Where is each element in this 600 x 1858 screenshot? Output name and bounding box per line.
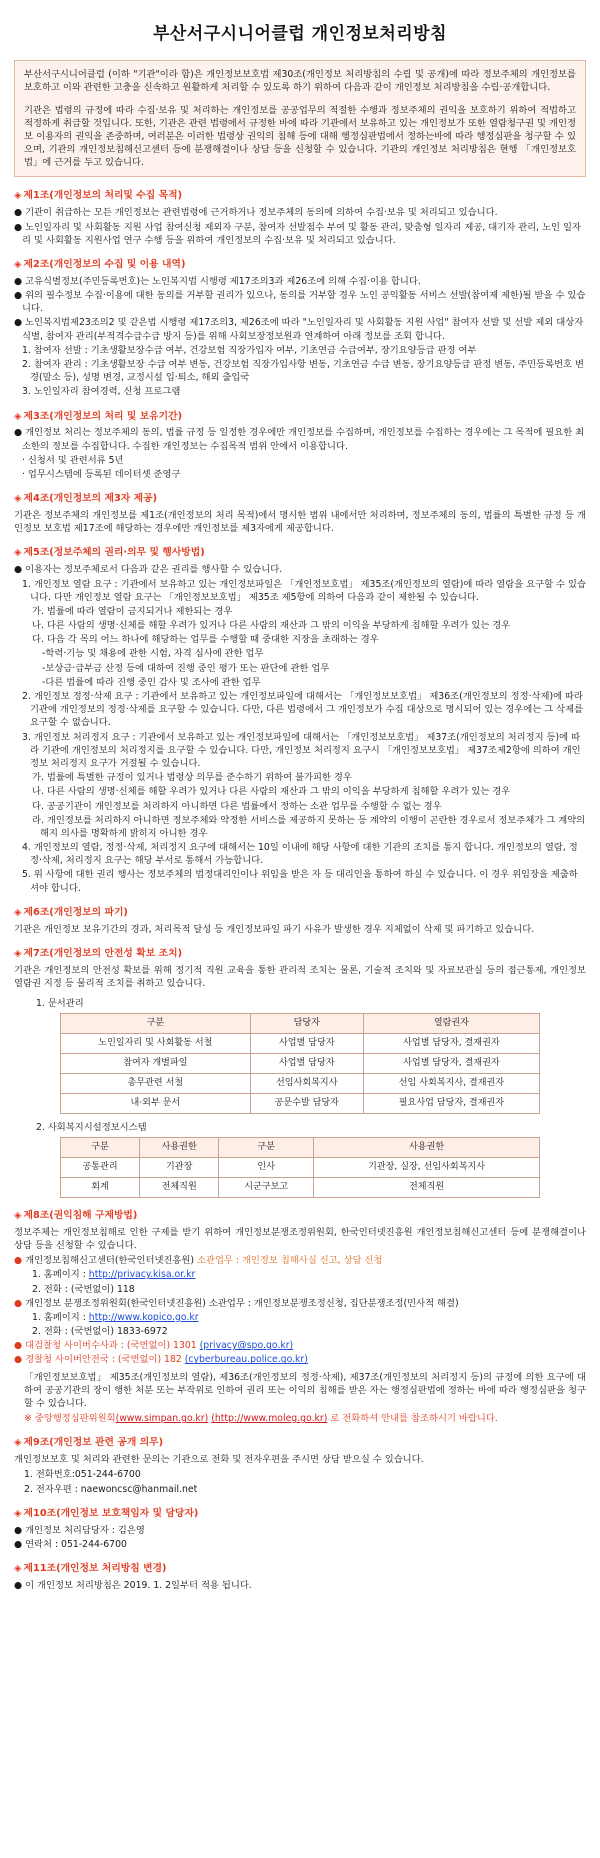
section-5-item-10: 3. 개인정보 처리정지 요구 : 기관에서 보유하고 있는 개인정보파일에 대해서는 「개인정보보호법」 제37조(개인정보의 처리정지 등)에 따라 기관에 개인정보의 처리정지를 요구할 수 있습니다. 다만, 개인정보 처리정지 요구시 「개인정보보호법」 제37조제2항에 의하여 개인정보 처리정지 요구가 거절될 수 있습니다. [22,731,581,769]
table-cell: 참여자 개별파일 [61,1054,251,1074]
section-bullet-icon: ◈ [14,493,22,505]
intro-paragraph-2: 기관은 법령의 규정에 따라 수집·보유 및 처리하는 개인정보를 공공업무의 적절한 수행과 정보주체의 권익을 보호하기 위하여 적법하고 적정하게 취급할 것입니다. 또한, 기관은 관련 법령에서 규정한 바에 따라 기관에서 보유하고 있는 개인정보가 또한 열람청구권 및 개인정보 이용자의 권익을 존중하며, 여러분은 이러한 법령상 권익의 침해 등에 대해 행정심판법에서 정하는바에 따라 행정심판을 청구할 수 있으며, 기관의 개인정보침해신고센터 등에 분쟁해결이나 상담 등을 신청할 수 있습니다. 기관의 개인정보 처리방침은 현행 「개인정보호법」에 근거를 두고 있습니다. [24,104,576,169]
section-8-item-1: 정보주체는 개인정보침해로 인한 구제를 받기 위하여 개인정보분쟁조정위원회, 한국인터넷진흥원 개인정보침해신고센터 등에 분쟁해결이나 상담 등을 신청할 수 있습니다. [14,1226,586,1251]
document-table-caption: 1. 문서관리 [36,998,84,1010]
section-5-item-8: -다른 법률에 따라 진행 중인 감사 및 조사에 관한 업무 [42,676,261,688]
section-11-effective-date: ● 이 개인정보 처리방침은 2019. 1. 2일부터 적용 됩니다. [14,1580,252,1592]
page-title: 부산서구시니어클럽 개인정보처리방침 [152,24,448,44]
table-cell: 기관장, 실장, 선임사회복지사 [314,1158,540,1178]
welfare-system-table [60,1137,540,1198]
section-5-item-14: 라. 개인정보를 처리하지 아니하면 정보주체와 약정한 서비스를 제공하지 못하는 등 계약의 이행이 곤란한 경우로서 정보주체가 그 계약의 해지 의사를 명확하게 밝히지 아니한 경우 [32,814,586,839]
contact-role: 소관업무 : 개인정보분쟁조정신청, 집단분쟁조정(민사적 해결) [208,1297,459,1309]
section-6-item-1: 기관은 개인정보 보유기간의 경과, 처리목적 달성 등 개인정보파일 파기 사유가 발생한 경우 지체없이 삭제 및 파기하고 있습니다. [14,923,535,935]
table-cell: 사업별 담당자, 결재권자 [363,1054,539,1074]
contact-role: 소관업무 : 개인정보 침해사실 신고, 상담 신청 [196,1255,383,1267]
section-7-item-1: 기관은 개인정보의 안전성 확보를 위해 정기적 직원 교육을 통한 관리적 조치는 물론, 기술적 조치와 및 자료보관실 등의 접근통제, 개인정보 열람권 지정 등 물리적 조치를 취하고 있습니다. [14,964,586,990]
contact-homepage-link[interactable]: http://www.kopico.go.kr [88,1311,199,1323]
contact-line-label: 1. 홈페이지 : [32,1269,89,1281]
table-header-row [61,1014,540,1034]
section-1-item-2: ● 노인일자리 및 사회활동 지원 사업 참여신청 제외자 구분, 참여자 선발점수 부여 및 활동 관리, 맞춤형 일자리 제공, 대기자 관리, 노인 일자리 및 사회활동 지원사업 연구 수행 등을 위하여 개인정보의 수집·보유 및 처리되고 있습니다. [14,221,581,246]
table-header-cell: 구분 [219,1138,314,1158]
section-9-email: 2. 전자우편 : naewoncsc@hanmail.net [24,1483,198,1495]
table-cell: 공문수발 담당자 [250,1094,363,1114]
table-cell: 시군구보고 [219,1177,314,1197]
section-5-item-9: 2. 개인정보 정정·삭제 요구 : 기관에서 보유하고 있는 개인정보파일에 대해서는 「개인정보보호법」 제36조(개인정보의 정정·삭제)에 따라 기관에 개인정보의 정정·삭제를 요구할 수 있습니다. 다만, 다른 법령에서 그 개인정보가 수집 대상으로 명시되어 있는 경우에는 그 삭제를 요구할 수 없습니다. [22,691,584,729]
contact-email-link[interactable]: (privacy@spo.go.kr) [199,1340,294,1352]
section-3-item-3: · 업무시스템에 등록된 데이터셋 준영구 [22,468,181,480]
table-cell: 전체직원 [140,1177,219,1197]
contact-name: 개인정보침해신고센터(한국인터넷진흥원) [25,1255,195,1267]
section-5-item-16: 5. 위 사항에 대한 권리 행사는 정보주체의 법정대리인이나 위임을 받은 자 등 대리인을 통하여 하실 수 있습니다. 이 경우 위임장을 제출하셔야 합니다. [22,869,578,894]
section-5-item-1: ● 이용자는 정보주체로서 다음과 같은 권리를 행사할 수 있습니다. [14,564,283,576]
table-cell: 사업별 담당자 [250,1054,363,1074]
section-heading-1: ◈ 제1조(개인정보의 처리및 수집 목적) [14,190,183,202]
intro-box [14,60,586,177]
table-row [61,1034,540,1054]
table-cell: 사업별 담당자, 결재권자 [363,1034,539,1054]
section-bullet-icon: ◈ [14,547,22,559]
section-heading-5: ◈ 제5조(정보주체의 권리·의무 및 행사방법) [14,547,205,559]
section-5-item-3: 가. 법률에 따라 열람이 금지되거나 제한되는 경우 [32,605,233,617]
table-header-cell: 구분 [61,1014,251,1034]
section-bullet-icon: ◈ [14,947,22,959]
section-10-contact: ● 연락처 : 051-244-6700 [14,1538,127,1550]
table-header-cell: 구분 [61,1138,140,1158]
document-management-table [60,1013,540,1114]
section-1-item-1: ● 기관이 취급하는 모든 개인정보는 관련법령에 근거하거나 정보주체의 동의에 의하여 수집·보유 및 처리되고 있습니다. [14,207,498,219]
section-5-item-4: 나. 다른 사람의 생명·신체를 해할 우려가 있거나 다른 사람의 재산과 그 밖의 이익을 부당하게 침해할 우려가 있는 경우 [32,620,511,632]
section-heading-9: ◈ 제9조(개인정보 관련 공개 의무) [14,1437,164,1449]
contact-bullet-icon: ● [14,1340,23,1352]
section-9-item-1: 개인정보보호 및 처리와 관련한 문의는 기관으로 전화 및 전자우편을 주시면 상담 받으실 수 있습니다. [14,1454,424,1466]
table-cell: 전체직원 [314,1177,540,1197]
section-heading-11: ◈ 제11조(개인정보 처리방침 변경) [14,1563,167,1575]
table-cell: 기관장 [140,1158,219,1178]
law-note-links [14,1412,586,1425]
section-5-item-5: 다. 다음 각 목의 어느 하나에 해당하는 업무를 수행할 때 중대한 지장을 초래하는 경우 [32,634,379,646]
section-bullet-icon: ◈ [14,258,22,270]
table-row [61,1158,540,1178]
section-2-item-4: 1. 참여자 선발 : 기초생활보장수급 여부, 건강보험 직장가입자 여부, 기초연금 수급여부, 장기요양등급 판정 여부 [22,344,477,356]
section-2-item-6: 3. 노인일자리 참여경력, 신청 프로그램 [22,386,181,398]
table-cell: 총무관련 서철 [61,1074,251,1094]
section-bullet-icon: ◈ [14,1507,22,1519]
section-bullet-icon: ◈ [14,410,22,422]
contact-2-line-1 [14,1311,586,1324]
table-cell: 필요사업 담당자, 결재권자 [363,1094,539,1114]
table-row [61,1074,540,1094]
section-9-phone: 1. 전화번호:051-244-6700 [24,1469,141,1481]
section-5-item-15: 4. 개인정보의 열람, 정정·삭제, 처리정지 요구에 대해서는 10일 이내에 해당 사항에 대한 기관의 조치를 통지 합니다. 개인정보의 열람, 정정·삭제, 처리정지 요구는 해당 부서로 통해서 가능합니다. [22,842,578,867]
section-heading-4: ◈ 제4조(개인정보의 제3자 제공) [14,493,158,505]
contact-bullet-icon: ● [14,1297,23,1309]
moleg-link[interactable]: (http://www.moleg.go.kr) [211,1413,328,1425]
table-cell: 인사 [219,1158,314,1178]
table-cell: 내·외부 문서 [61,1094,251,1114]
table-cell: 공통관리 [61,1158,140,1178]
section-bullet-icon: ◈ [14,906,22,918]
table-row [61,1094,540,1114]
section-bullet-icon: ◈ [14,1437,22,1449]
section-10-manager: ● 개인정보 처리담당자 : 김은영 [14,1524,145,1536]
table-cell: 회계 [61,1177,140,1197]
system-table-caption: 2. 사회복지시설정보시스템 [36,1121,147,1133]
section-heading-3: ◈ 제3조(개인정보의 처리 및 보유기간) [14,410,183,422]
section-heading-6: ◈ 제6조(개인정보의 파기) [14,906,128,918]
table-cell: 선임사회복지사 [250,1074,363,1094]
section-5-item-12: 나. 다른 사람의 생명·신체를 해할 우려가 있거나 다른 사람의 재산과 그 밖의 이익을 부당하게 침해할 우려가 있는 경우 [32,786,511,798]
intro-paragraph-1: 부산서구시니어클럽 (이하 "기관"이라 함)은 개인정보보호법 제30조(개인정보 처리방침의 수립 및 공개)에 따라 정보주체의 개인정보를 보호하고 이와 관련한 고충을 신속하고 원활하게 처리할 수 있도록 하기 위하여 다음과 같이 개인정보 처리방침을 수립·공개합니다. [24,69,576,94]
section-heading-8: ◈ 제8조(권익침해 구제방법) [14,1209,138,1221]
contact-2-line-2: 2. 전화 : (국번없이) 1833-6972 [32,1326,168,1338]
law-note-text: 「개인정보보호법」 제35조(개인정보의 열람), 제36조(개인정보의 정정·삭제), 제37조(개인정보의 처리정지 등)의 규정에 의한 요구에 대하여 공공기관의 장이 행한 처분 또는 부작위로 인하여 권리 또는 이익의 침해를 받은 자는 행정심판법에 정하는 바에 따라 행정심판을 청구할 수 있습니다. [24,1371,586,1409]
contact-line-label: 1. 홈페이지 : [32,1311,89,1323]
table-header-row [61,1138,540,1158]
section-2-item-2: ● 위의 필수정보 수집·이용에 대한 동의를 거부할 권리가 있으나, 동의를 거부할 경우 노인 공익활동 서비스 선발(참여제 제한)될 받을 수 있습니다. [14,290,586,315]
law-note-prefix: ※ 중앙행정심판위원회 [24,1413,116,1425]
section-heading-10: ◈ 제10조(개인정보 보호책임자 및 담당자) [14,1507,199,1519]
section-5-item-13: 다. 공공기관이 개인정보를 처리하지 아니하면 다른 법률에서 정하는 소관 업무를 수행할 수 없는 경우 [32,800,442,812]
contact-name: 개인정보 분쟁조정위원회(한국인터넷진흥원) [25,1297,206,1309]
section-2-item-3: ● 노인복지법제23조의2 및 같은법 시행령 제17조의3, 제26조에 따라 "노인일자리 및 사회활동 지원 사업" 참여자 선발 및 선발 제외 대상자 식별, 참여자 관리(부적격수급수급 방지 등)를 위해 사회보장정보원과 연계하여 아래 정보를 조회 합니다. [14,317,584,342]
section-bullet-icon: ◈ [14,1209,22,1221]
contact-1-line-1 [14,1268,586,1281]
section-2-item-1: ● 고유식별정보(주민등록번호)는 노인복지법 시행령 제17조의3과 제26조에 의해 수집·이용 합니다. [14,275,421,287]
contact-entry-4 [14,1353,586,1366]
contact-homepage-link[interactable]: http://privacy.kisa.or.kr [88,1269,196,1281]
section-5-item-7: -보상금·급부금 산정 등에 대하여 진행 중인 평가 또는 판단에 관한 업무 [42,662,330,674]
section-5-item-6: -학력·기능 및 채용에 관한 시험, 자격 심사에 관한 업무 [42,648,264,660]
contact-name: 대검찰청 사이버수사과 : (국번없이) 1301 [25,1340,197,1352]
contact-entry-2 [14,1297,586,1310]
contact-entry-1 [14,1254,586,1267]
simpan-link[interactable]: (www.simpan.go.kr) [115,1413,209,1425]
section-5-item-11: 가. 법률에 특별한 규정이 있거나 법령상 의무를 준수하기 위하여 불가피한 경우 [32,772,352,784]
section-2-item-5: 2. 참여자 관리 : 기초생활보장 수급 여부 변동, 건강보험 직장가입사항 변동, 기초연금 수급 변동, 장기요양등급 판정 변동, 주민등록번호 변경(말소 등), 성명 변경, 교정시설 입·퇴소, 해외 출입국 [22,358,584,384]
section-bullet-icon: ◈ [14,190,22,202]
table-header-cell: 사용권한 [314,1138,540,1158]
section-4-item-1: 기관은 정보주체의 개인정보를 제1조(개인정보의 처리 목적)에서 명시한 범위 내에서만 처리하며, 정보주체의 동의, 법률의 특별한 규정 등 개인정보 보호법 제17조에 해당하는 경우에만 개인정보를 제3자에게 제공합니다. [14,510,586,535]
section-3-item-1: ● 개인정보 처리는 정보주체의 동의, 법률 규정 등 일정한 경우에만 개인정보를 수집하며, 개인정보를 수집하는 경우에는 그 목적에 필요한 최소한의 정보를 수집합니다. 수집한 개인정보는 수집목적 범위 안에서 이용합니다. [14,427,585,452]
table-cell: 선임 사회복지사, 결재권자 [363,1074,539,1094]
table-header-cell: 사용권한 [140,1138,219,1158]
contact-1-line-2: 2. 전화 : (국번없이) 118 [32,1283,135,1295]
table-row [61,1054,540,1074]
contact-bullet-icon: ● [14,1255,23,1267]
contact-bullet-icon: ● [14,1354,23,1366]
table-cell: 노인일자리 및 사회활동 서철 [61,1034,251,1054]
table-row [61,1177,540,1197]
table-header-cell: 열람권자 [363,1014,539,1034]
contact-name: 경찰청 사이버안전국 : (국번없이) 182 [25,1354,182,1366]
section-3-item-2: · 신청서 및 관련서류 5년 [22,454,124,466]
table-header-cell: 담당자 [250,1014,363,1034]
section-heading-7: ◈ 제7조(개인정보의 안전성 확보 조치) [14,947,183,959]
section-5-item-2: 1. 개인정보 열람 요구 : 기관에서 보유하고 있는 개인정보파일은 「개인정보호법」 제35조(개인정보의 열람)에 따라 열람을 요구할 수 있습니다. 다만 개인정보 열람 요구는 「개인정보보호법」 제35조 제5항에 의하여 다음과 같이 제한될 수 있습니다. [22,578,586,603]
table-cell: 사업별 담당자 [250,1034,363,1054]
contact-entry-3 [14,1339,586,1352]
contact-site-link[interactable]: (cyberbureau.police.go.kr) [184,1354,308,1366]
section-heading-2: ◈ 제2조(개인정보의 수집 및 이용 내역) [14,258,186,270]
section-bullet-icon: ◈ [14,1563,22,1575]
law-note-suffix: 로 전화하셔 안내를 참조하시기 바랍니다. [330,1413,498,1425]
